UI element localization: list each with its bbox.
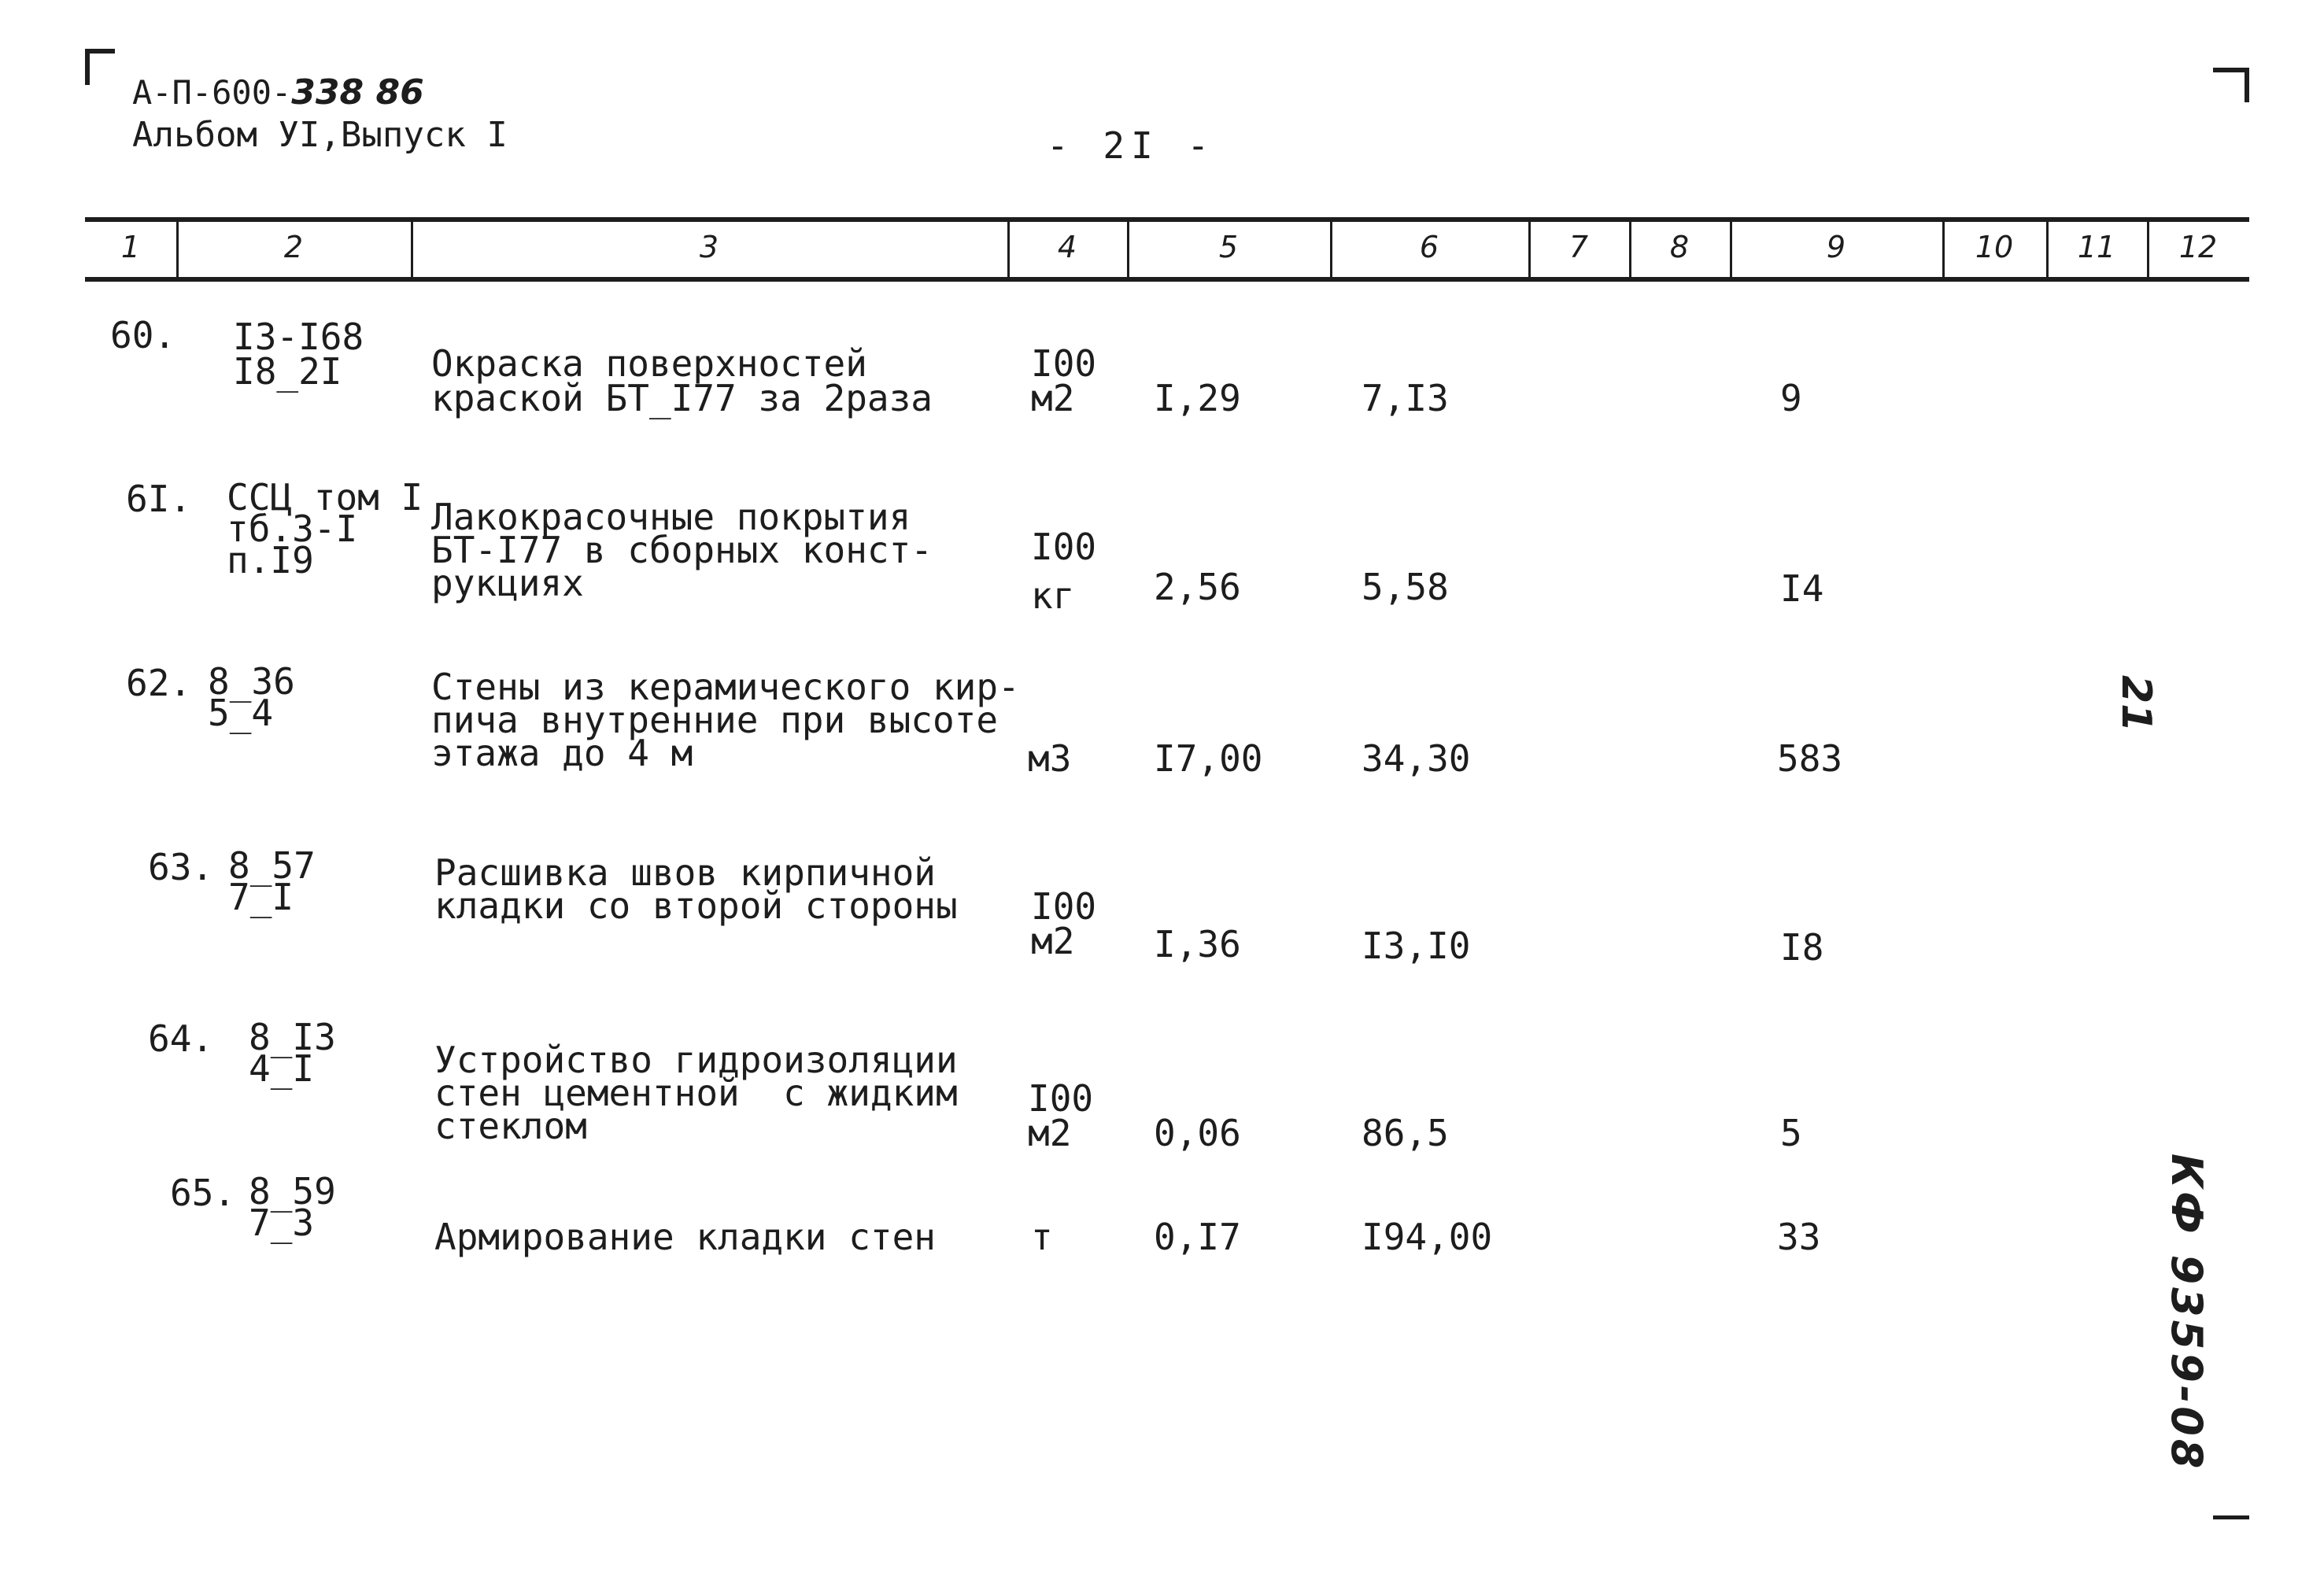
row-unit: м3 (1028, 737, 1072, 780)
row-number: 63. (148, 846, 214, 888)
document-code-handwritten: 338 86 (291, 72, 424, 113)
row-unit: I00 кг (1031, 526, 1097, 617)
column-number-4: 4 (1057, 230, 1077, 264)
row-unit: I00 м2 (1028, 1077, 1094, 1154)
row-unit: т (1031, 1216, 1053, 1258)
row-quantity: I7,00 (1154, 737, 1263, 780)
row-number: 62. (126, 662, 192, 704)
column-number-9: 9 (1826, 230, 1846, 264)
row-code: 8_36 5_4 (208, 660, 295, 734)
row-name: Устройство гидроизоляции стен цементной с жидким стеклом (434, 1039, 958, 1147)
column-number-8: 8 (1669, 230, 1690, 264)
row-number: 64. (148, 1017, 214, 1060)
row-quantity: 2,56 (1154, 566, 1241, 608)
column-number-3: 3 (699, 230, 719, 264)
row-total: I8 (1780, 926, 1824, 969)
column-number-10: 10 (1975, 230, 2014, 264)
row-unit-price: 34,30 (1362, 737, 1471, 780)
margin-page-number: 21 (2112, 675, 2160, 733)
row-quantity: I,36 (1154, 923, 1241, 965)
corner-mark-top-right-v (2245, 68, 2249, 102)
row-total: 5 (1780, 1112, 1802, 1154)
row-name: Окраска поверхностей краской БТ_І77 за 2раза (431, 342, 933, 419)
document-code (132, 72, 424, 113)
row-unit-price: 7,I3 (1362, 377, 1449, 419)
row-unit-price: 5,58 (1362, 566, 1449, 608)
corner-mark-bottom-right (2213, 1515, 2249, 1519)
archive-code: КФ 9359-08 (2162, 1154, 2211, 1472)
row-name: Расшивка швов кирпичной кладки со второй стороны (434, 851, 958, 927)
row-unit-price: 86,5 (1362, 1112, 1449, 1154)
row-code: I3-I68 I8_2I (233, 316, 364, 393)
row-quantity: I,29 (1154, 377, 1241, 419)
header-top-line (85, 217, 2249, 222)
header-bottom-line (85, 277, 2249, 282)
row-unit: I00 м2 (1031, 885, 1097, 962)
column-number-11: 11 (2077, 230, 2116, 264)
album-issue: Альбом УІ,Выпуск І (132, 115, 508, 155)
row-code: 8_I3 4_I (249, 1016, 336, 1090)
row-code: 8_59 7_3 (249, 1170, 336, 1244)
row-number: 6I. (126, 478, 192, 520)
row-name: Армирование кладки стен (434, 1216, 936, 1258)
row-quantity: 0,I7 (1154, 1216, 1241, 1258)
row-total: I4 (1780, 567, 1824, 610)
column-number-6: 6 (1419, 230, 1439, 264)
column-number-5: 5 (1218, 230, 1239, 264)
row-total: 33 (1777, 1216, 1821, 1258)
row-unit: I00 м2 (1031, 342, 1097, 419)
row-name: Лакокрасочные покрытия БТ-I77 в сборных конст- рукциях (431, 496, 933, 604)
column-number-1: 1 (120, 230, 141, 264)
row-number: 65. (170, 1172, 236, 1214)
page-number: - 2I - (1047, 124, 1216, 167)
column-number-2: 2 (283, 230, 304, 264)
row-name: Стены из керамического кир- пича внутренние при высоте этажа до 4 м (431, 666, 1020, 774)
row-unit-price: I3,I0 (1362, 925, 1471, 967)
row-number: 60. (110, 314, 176, 356)
corner-mark-top-left-h (85, 49, 115, 54)
document-code-typed: А-П-600- (132, 73, 292, 112)
row-code: 8_57 7_I (228, 844, 316, 918)
column-number-12: 12 (2178, 230, 2218, 264)
row-total: 583 (1777, 737, 1843, 780)
column-number-7: 7 (1568, 230, 1589, 264)
row-unit-price: I94,00 (1362, 1216, 1493, 1258)
corner-mark-top-left (85, 49, 90, 85)
row-total: 9 (1780, 377, 1802, 419)
row-code: ССЦ том I тб.3-I п.I9 (227, 476, 423, 581)
row-quantity: 0,06 (1154, 1112, 1241, 1154)
